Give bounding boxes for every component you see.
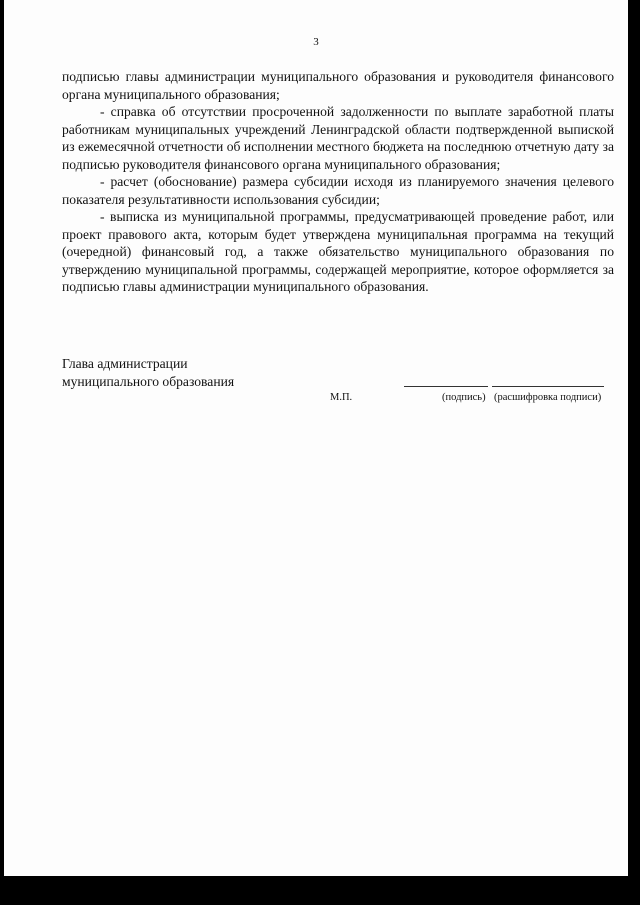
signature-line (404, 386, 488, 387)
signature-caption: (подпись) (442, 392, 486, 403)
document-body (62, 68, 614, 296)
paragraph-continuation: подписью главы администрации муниципального образования и руководителя финансового органа муниципального образования; (62, 69, 614, 102)
scan-edge-right (628, 0, 640, 905)
document-page (4, 0, 628, 876)
stamp-place-label: М.П. (330, 392, 353, 403)
signature-decode-line (492, 386, 604, 387)
scan-edge-bottom (0, 876, 640, 905)
signature-decode-caption: (расшифровка подписи) (494, 392, 602, 403)
signatory-title-line-1: Глава администрации (62, 356, 188, 371)
signatory-title-line-2: муниципального образования (62, 373, 235, 389)
paragraph-subsidy-calculation: - расчет (обоснование) размера субсидии исходя из планируемого значения целевого показателя результативности использования субсидии; (62, 174, 614, 207)
page-number: 3 (313, 36, 319, 48)
paragraph-salary-arrears-certificate: - справка об отсутствии просроченной задолженности по выплате заработной платы работникам муниципальных учреждений Ленинградской области подтвержденной выпиской из ежемесячной отчетности об исполнении местного бюджета на последнюю отчетную дату за подписью руководителя финансового органа муниципального образования; (62, 104, 614, 172)
paragraph-program-extract: - выписка из муниципальной программы, предусматривающей проведение работ, или проект правового акта, которым будет утверждена муниципальная программа на текущий (очередной) финансовый год, а также обязательство муниципального образования по утверждению муниципальной программы, содержащей мероприятие, которое оформляется за подписью главы администрации муниципального образования. (62, 209, 614, 294)
signature-block (62, 355, 614, 415)
